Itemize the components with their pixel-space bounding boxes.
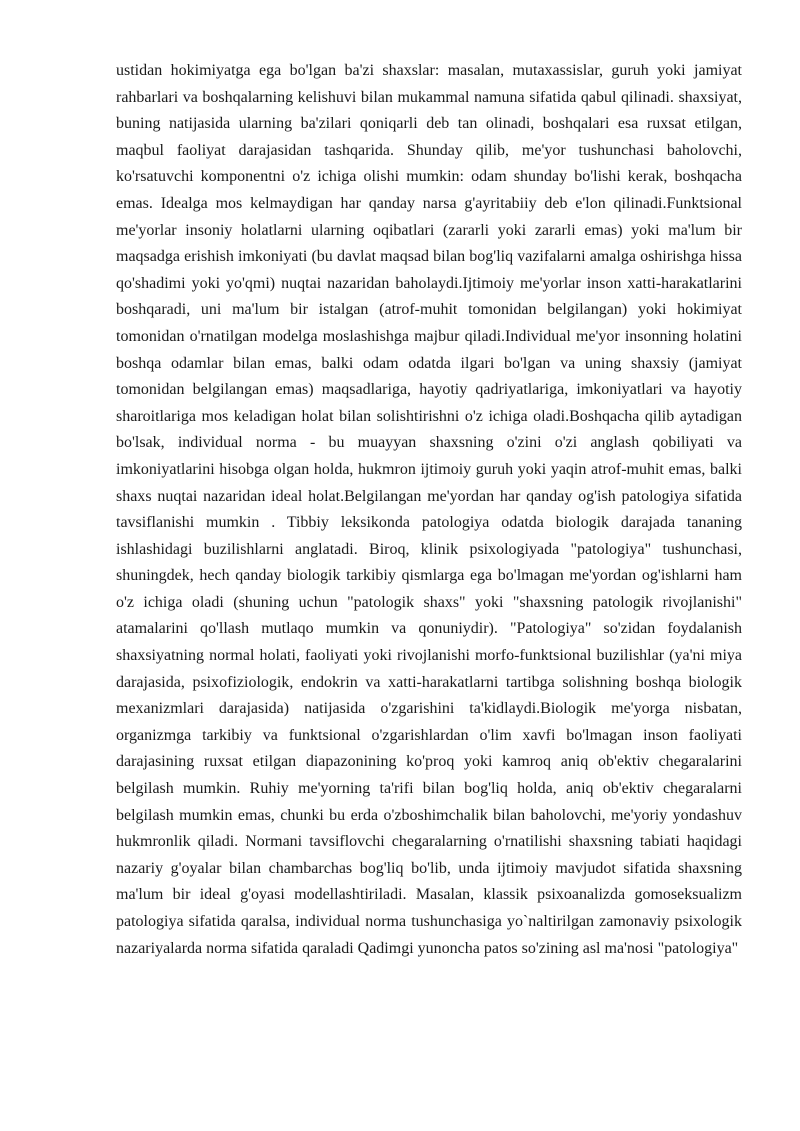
document-page xyxy=(116,58,742,1118)
body-paragraph: ustidan hokimiyatga ega bo'lgan ba'zi shaxslar: masalan, mutaxassislar, guruh yoki jamiyat rahbarlari va boshqalarning kelishuvi bilan mukammal namuna sifatida qabul qilinadi. shaxsiyat, buning natijasida ularning ba'zilari qoniqarli deb tan olinadi, boshqalari esa ruxsat etilgan, maqbul faoliyat darajasidan tashqarida. Shunday qilib, me'yor tushunchasi baholovchi, ko'rsatuvchi komponentni o'z ichiga olishi mumkin: odam shunday bo'lishi kerak, boshqacha emas. Idealga mos kelmaydigan har qanday narsa g'ayritabiiy deb e'lon qilinadi.Funktsional me'yorlar insoniy holatlarni ularning oqibatlari (zararli yoki zararli emas) yoki ma'lum bir maqsadga erishish imkoniyati (bu davlat maqsad bilan bog'liq vazifalarni amalga oshirishga hissa qo'shadimi yoki yo'qmi) nuqtai nazaridan baholaydi.Ijtimoiy me'yorlar inson xatti-harakatlarini boshqaradi, uni ma'lum bir istalgan (atrof-muhit tomonidan belgilangan) yoki hokimiyat tomonidan o'rnatilgan modelga moslashishga majbur qiladi.Individual me'yor insonning holatini boshqa odamlar bilan emas, balki odam odatda ilgari bo'lgan va uning shaxsiy (jamiyat tomonidan belgilangan emas) maqsadlariga, hayotiy qadriyatlariga, imkoniyatlari va hayotiy sharoitlariga mos keladigan holat bilan solishtirishni o'z ichiga oladi.Boshqacha qilib aytadigan bo'lsak, individual norma - bu muayyan shaxsning o'zini o'zi anglash qobiliyati va imkoniyatlarini hisobga olgan holda, hukmron ijtimoiy guruh yoki yaqin atrof-muhit emas, balki shaxs nuqtai nazaridan ideal holat.Belgilangan me'yordan har qanday og'ish patologiya sifatida tavsiflanishi mumkin . Tibbiy leksikonda patologiya odatda biologik darajada tananing ishlashidagi buzilishlarni anglatadi. Biroq, klinik psixologiyada "patologiya" tushunchasi, shuningdek, hech qanday biologik tarkibiy qismlarga ega bo'lmagan me'yordan og'ishlarni ham o'z ichiga oladi (shuning uchun "patologik shaxs" yoki "shaxsning patologik rivojlanishi" atamalarini qo'llash mutlaqo mumkin va qonuniydir). "Patologiya" so'zidan foydalanish shaxsiyatning normal holati, faoliyati yoki rivojlanishi morfo-funktsional buzilishlar (ya'ni miya darajasida, psixofiziologik, endokrin va xatti-harakatlarni tartibga solishning boshqa biologik mexanizmlari darajasida) natijasida o'zgarishini ta'kidlaydi.Biologik me'yorga nisbatan, organizmga tarkibiy va funktsional o'zgarishlardan o'lim xavfi bo'lmagan inson faoliyati darajasining ruxsat etilgan diapazonining ko'proq yoki kamroq aniq ob'ektiv chegaralarini belgilash mumkin. Ruhiy me'yorning ta'rifi bilan bog'liq holda, aniq ob'ektiv chegaralarni belgilash mumkin emas, chunki bu erda o'zboshimchalik bilan baholovchi, me'yoriy yondashuv hukmronlik qiladi. Normani tavsiflovchi chegaralarning o'rnatilishi shaxsning tabiati haqidagi nazariy g'oyalar bilan chambarchas bog'liq bo'lib, unda ijtimoiy mavjudot sifatida shaxsning ma'lum bir ideal g'oyasi modellashtiriladi. Masalan, klassik psixoanalizda gomoseksualizm patologiya sifatida qaralsa, individual norma tushunchasiga yo`naltirilgan zamonaviy psixologik nazariyalarda norma sifatida qaraladi Qadimgi yunoncha patos so'zining asl ma'nosi "patologiya" xyxy=(116,62,742,957)
